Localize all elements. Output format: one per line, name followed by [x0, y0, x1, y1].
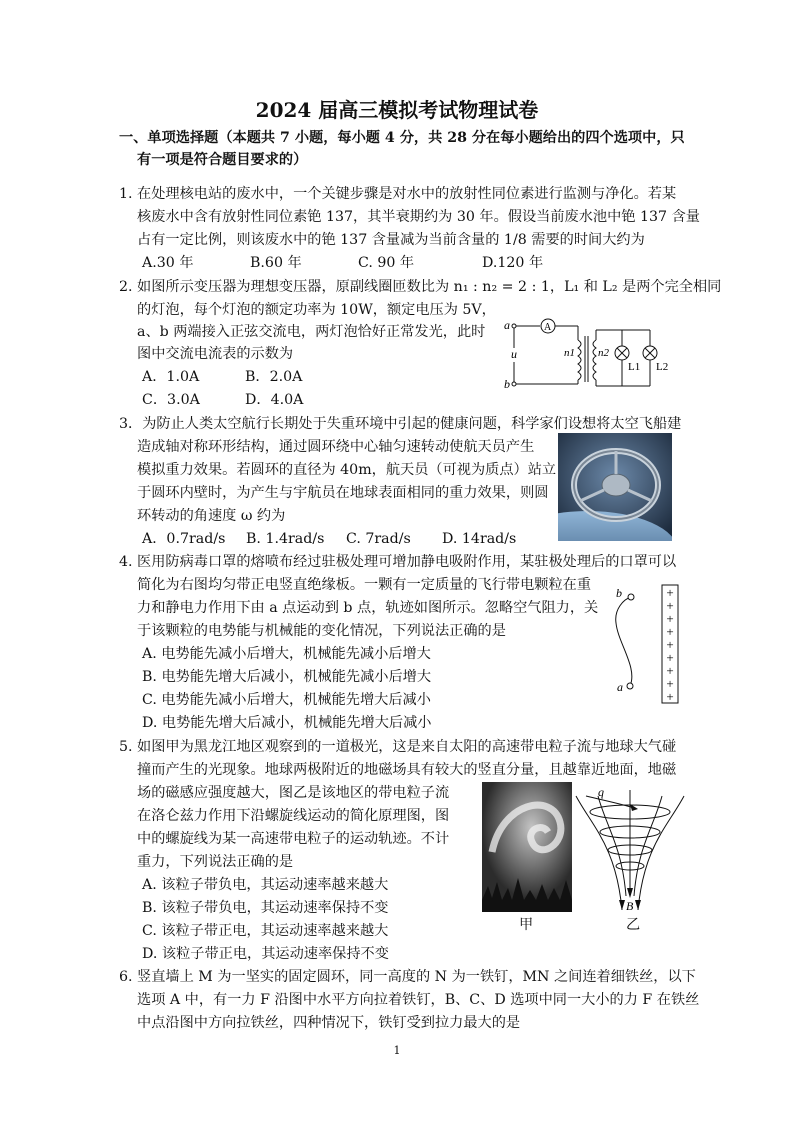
- plus-sign: +: [666, 624, 674, 639]
- aurora-photo: [482, 782, 572, 912]
- label-a: a: [504, 318, 510, 332]
- page-number: 1: [393, 1044, 401, 1057]
- q3-option-b: B. 1.4rad/s: [246, 531, 325, 547]
- q2-text: 2. 如图所示变压器为理想变压器，原副线圈匝数比为 n₁ : n₂ = 2 : 1，L₁ 和 L₂ 是两个完全相同: [119, 279, 722, 295]
- q4-option-c: C. 电势能先减小后增大，机械能先增大后减小: [142, 692, 431, 708]
- charged-plate-diagram: [608, 583, 688, 707]
- q5-text: 在洛仑兹力作用下沿螺旋线运动的简化原理图，图: [137, 808, 450, 824]
- q2-option-b: B．2.0A: [245, 369, 303, 385]
- q4-text: 4. 医用防病毒口罩的熔喷布经过驻极处理可增加静电吸附作用，某驻极处理后的口罩可以: [119, 554, 677, 570]
- q1-text: 核废水中含有放射性同位素铯 137，其半衰期约为 30 年。假设当前废水池中铯 137 含量: [137, 209, 700, 225]
- q5-text: 重力，下列说法正确的是: [137, 854, 294, 870]
- page-title: 2024 届高三模拟考试物理试卷: [255, 98, 539, 122]
- spiral-field-diagram: [572, 786, 688, 912]
- q2-text: a、b 两端接入正弦交流电，两灯泡恰好正常发光，此时: [137, 324, 486, 340]
- q3-option-c: C. 7rad/s: [346, 531, 411, 547]
- q3-text: 环转动的角速度 ω 约为: [137, 508, 286, 524]
- field-b-label: B: [626, 899, 634, 912]
- q4-text: 力和静电力作用下由 a 点运动到 b 点，轨迹如图所示。忽略空气阻力，关: [137, 600, 599, 616]
- label-n2: n2: [598, 347, 609, 359]
- plus-sign: +: [666, 598, 674, 613]
- q1-option-a: A.30 年: [142, 255, 194, 271]
- space-station-image: [558, 433, 672, 541]
- q3-option-a: A．0.7rad/s: [142, 531, 226, 547]
- plus-sign: +: [666, 637, 674, 652]
- q5-text: 中的螺旋线为某一高速带电粒子的运动轨迹。不计: [137, 831, 450, 847]
- plus-sign: +: [666, 689, 674, 704]
- q2-text: 的灯泡，每个灯泡的额定功率为 10W，额定电压为 5V，: [137, 302, 496, 318]
- section-heading-cont: 有一项是符合题目要求的）: [137, 152, 308, 168]
- q1-option-b: B.60 年: [250, 255, 302, 271]
- q2-option-d: D．4.0A: [245, 392, 304, 408]
- q6-text: 6. 竖直墙上 M 为一坚实的固定圆环，同一高度的 N 为一铁钉，MN 之间连着细铁丝，以下: [119, 969, 696, 985]
- q5-option-a: A. 该粒子带负电，其运动速率越来越大: [142, 877, 389, 893]
- q4-text: 简化为右图均匀带正电竖直绝缘板。一颗有一定质量的飞行带电颗粒在重: [137, 577, 592, 593]
- figure-jia-label: 甲: [519, 917, 534, 933]
- q5-option-d: D. 该粒子带正电，其运动速率保持不变: [142, 946, 389, 962]
- q3-text: 于圆环内壁时，为产生与宇航员在地球表面相同的重力效果，则圆: [137, 485, 549, 501]
- plus-sign: +: [666, 611, 674, 626]
- point-a-label: a: [617, 680, 623, 694]
- q3-text: 造成轴对称环形结构，通过圆环绕中心轴匀速转动使航天员产生: [137, 439, 535, 455]
- plus-sign: +: [666, 650, 674, 665]
- section-heading: 一、单项选择题（本题共 7 小题，每小题 4 分，共 28 分在每小题给出的四个选项中，只: [119, 130, 685, 146]
- label-l2: L2: [656, 361, 669, 373]
- trajectory: [616, 597, 632, 686]
- q5-option-c: C. 该粒子带正电，其运动速率越来越大: [142, 923, 389, 939]
- q4-option-a: A. 电势能先减小后增大，机械能先减小后增大: [142, 646, 431, 662]
- figure-yi-label: 乙: [626, 917, 641, 933]
- q1-text: 1. 在处理核电站的废水中，一个关键步骤是对水中的放射性同位素进行监测与净化。若某: [119, 186, 677, 202]
- label-n1: n1: [564, 347, 575, 359]
- q4-text: 于该颗粒的电势能与机械能的变化情况，下列说法正确的是: [137, 623, 506, 639]
- label-b: b: [504, 377, 510, 391]
- q4-option-b: B. 电势能先增大后减小，机械能先减小后增大: [142, 669, 432, 685]
- label-l1: L1: [628, 361, 641, 373]
- q2-text: 图中交流电流表的示数为: [137, 346, 294, 362]
- transformer-circuit-diagram: [500, 312, 700, 394]
- plus-sign: +: [666, 663, 674, 678]
- point-b-label: b: [616, 586, 622, 600]
- label-u: u: [511, 347, 517, 361]
- q3-option-d: D. 14rad/s: [442, 531, 517, 547]
- charge-q-label: q: [598, 786, 604, 799]
- q1-text: 占有一定比例，则该废水中的铯 137 含量减为当前含量的 1/8 需要的时间大约为: [137, 232, 645, 248]
- q2-option-a: A．1.0A: [142, 369, 200, 385]
- plus-sign: +: [666, 676, 674, 691]
- q6-text: 中点沿图中方向拉铁丝，四种情况下，铁钉受到拉力最大的是: [137, 1015, 521, 1031]
- ammeter-label: A: [544, 322, 552, 333]
- q5-text: 5. 如图甲为黑龙江地区观察到的一道极光，这是来自太阳的高速带电粒子流与地球大气碰: [119, 739, 677, 755]
- q5-text: 撞而产生的光现象。地球两极附近的地磁场具有较大的竖直分量，且越靠近地面，地磁: [137, 762, 677, 778]
- q5-text: 场的磁感应强度越大，图乙是该地区的带电粒子流: [137, 785, 450, 801]
- q3-text: 模拟重力效果。若圆环的直径为 40m，航天员（可视为质点）站立: [137, 462, 557, 478]
- q6-text: 选项 A 中，有一力 F 沿图中水平方向拉着铁钉，B、C、D 选项中同一大小的力 F 在铁丝: [137, 992, 700, 1008]
- q1-option-d: D.120 年: [482, 255, 544, 271]
- q2-option-c: C．3.0A: [142, 392, 200, 408]
- plus-sign: +: [666, 585, 674, 600]
- q3-text: 3．为防止人类太空航行长期处于失重环境中引起的健康问题，科学家们设想将太空飞船建: [119, 416, 682, 432]
- q5-option-b: B. 该粒子带负电，其运动速率保持不变: [142, 900, 389, 916]
- q1-option-c: C. 90 年: [358, 255, 415, 271]
- q4-option-d: D. 电势能先增大后减小，机械能先增大后减小: [142, 715, 432, 731]
